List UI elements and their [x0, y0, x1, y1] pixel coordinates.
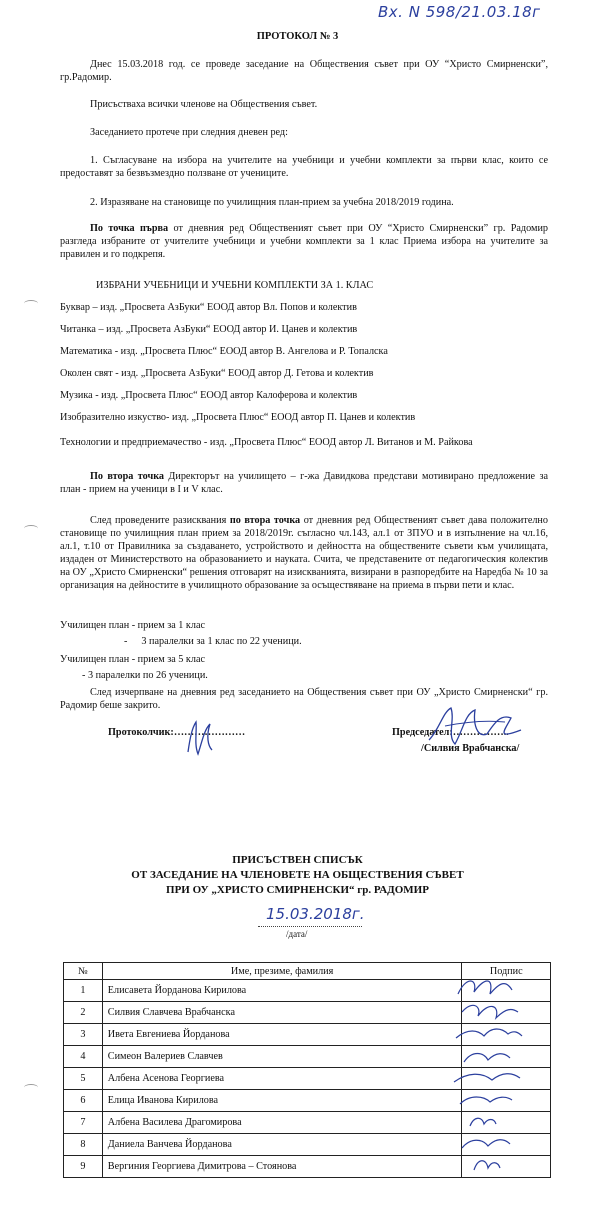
attendance-title-1: ПРИСЪСТВЕН СПИСЪК	[232, 854, 363, 866]
member-name: Албена Асенова Георгиева	[102, 1068, 462, 1090]
book-item: Изобразително изкуство- изд. „Просвета Плюс“ ЕООД автор П. Цанев и колектив	[60, 412, 416, 423]
row-number: 2	[64, 1002, 103, 1024]
row-number: 6	[64, 1090, 103, 1112]
date-caption: /дата/	[286, 929, 308, 939]
chair-signature-line: Председател:……………..	[392, 727, 509, 738]
margin-mark	[24, 525, 38, 532]
attendance-title-2: ОТ ЗАСЕДАНИЕ НА ЧЛЕНОВЕТЕ НА ОБЩЕСТВЕНИЯ СЪВЕТ	[131, 869, 464, 881]
row-number: 8	[64, 1134, 103, 1156]
member-signature	[458, 981, 512, 994]
column-header-signature: Подпис	[462, 963, 551, 980]
member-name: Албена Василева Драгомирова	[102, 1112, 462, 1134]
column-header-number: №	[64, 963, 103, 980]
books-heading: ИЗБРАНИ УЧЕБНИЦИ И УЧЕБНИ КОМПЛЕКТИ ЗА 1. КЛАС	[96, 280, 374, 291]
attendance-title-3: ПРИ ОУ „ХРИСТО СМИРНЕНСКИ“ гр. РАДОМИР	[166, 884, 429, 896]
member-signature	[462, 1140, 510, 1148]
row-number: 9	[64, 1156, 103, 1178]
member-signature	[464, 1054, 510, 1063]
plan-first-grade: Училищен план - прием за 1 клас	[60, 620, 206, 631]
margin-mark	[24, 1084, 38, 1091]
book-item: Математика - изд. „Просвета Плюс“ ЕООД автор В. Ангелова и Р. Топалска	[60, 346, 388, 357]
closing-paragraph: След изчерпване на дневния ред заседанието на Обществения съвет при ОУ „Христо Смирненски“ гр. Радомир беше закрито.	[60, 687, 548, 711]
row-number: 7	[64, 1112, 103, 1134]
member-signature	[462, 1005, 518, 1018]
row-number: 5	[64, 1068, 103, 1090]
member-name: Елисавета Йорданова Кирилова	[102, 980, 462, 1002]
plan-fifth-grade: Училищен план - прием за 5 клас	[60, 654, 206, 665]
agenda-item-2: 2. Изразяване на становище по училищния план-прием за учебна 2018/2019 година.	[90, 197, 454, 208]
member-signatures	[448, 972, 558, 1177]
member-signature	[456, 1029, 522, 1038]
member-name: Вергиния Георгиева Димитрова – Стоянова	[102, 1156, 462, 1178]
member-name: Елица Иванова Кирилова	[102, 1090, 462, 1112]
handwritten-date: 15.03.2018г.	[266, 905, 365, 923]
discussion-paragraph: След проведените разисквания по втора точка от дневния ред Общественият съвет дава положително становище по училищния план прием за 2018/2019г. съгласно чл.143, ал.1 от ЗПУО и в изпълнение на чл.16, ал.1, т.10 от Правилника за създаването, устройството и дейността на обществените съвети към училищата, издаден от Министерството на образованието и науката. Счита, че представените от педагогическия колектив на ОУ „Христо Смирненски“ решения отговарят на изискванията, визирани в разпоредбите на Наредба № 10 за организация на дейностите в училищното образование за осъществяване на приема в първи пети и клас.	[60, 515, 548, 591]
book-item: Буквар – изд. „Просвета АзБуки“ ЕООД автор Вл. Попов и колектив	[60, 302, 357, 313]
member-name: Силвия Славчева Врабчанска	[102, 1002, 462, 1024]
attendance-line: Присъстваха всички членове на Обществения съвет.	[90, 99, 318, 110]
row-number: 4	[64, 1046, 103, 1068]
member-signature	[460, 1097, 512, 1104]
member-signature	[470, 1118, 496, 1126]
member-signature	[474, 1161, 500, 1170]
member-name: Симеон Валериев Славчев	[102, 1046, 462, 1068]
row-number: 1	[64, 980, 103, 1002]
point-one-paragraph: По точка първа от дневния ред Общественият съвет при ОУ “Христо Смирненски” гр. Радомир разгледа избраните от учителите учебници и учебни комплекти за 1 клас Приема избора на учителите за правилен и го подкрепя.	[60, 223, 548, 260]
agenda-item-1: 1. Съгласуване на избора на учителите на учебници и учебни комплекти за първи клас, които се предоставят за безвъзмездно ползване от учениците.	[60, 155, 548, 179]
recorder-signature-scribble	[182, 718, 216, 758]
book-item: Читанка – изд. „Просвета АзБуки“ ЕООД автор И. Цанев и колектив	[60, 324, 358, 335]
book-item: Технологии и предприемачество - изд. „Просвета Плюс“ ЕООД автор Л. Витанов и М. Райкова	[60, 437, 473, 448]
column-header-name: Име, презиме, фамилия	[102, 963, 462, 980]
row-number: 3	[64, 1024, 103, 1046]
recorder-signature-line: Протоколчик:…………………	[108, 727, 246, 738]
member-signature	[454, 1074, 520, 1082]
book-item: Околен свят - изд. „Просвета АзБуки“ ЕООД автор Д. Гетова и колектив	[60, 368, 374, 379]
member-name: Даниела Ванчева Йорданова	[102, 1134, 462, 1156]
chair-signature-scribble	[425, 700, 525, 752]
book-item: Музика - изд. „Просвета Плюс“ ЕООД автор Калоферова и колектив	[60, 390, 358, 401]
protocol-title: ПРОТОКОЛ № 3	[256, 31, 339, 42]
agenda-intro: Заседанието протече при следния дневен ред:	[90, 127, 288, 138]
chair-name: /Силвия Врабчанска/	[421, 743, 520, 754]
date-underline	[258, 926, 362, 927]
intro-paragraph: Днес 15.03.2018 год. се проведе заседание на Обществения съвет при ОУ “Христо Смирненски”, гр.Радомир.	[60, 59, 548, 83]
point-two-paragraph: По втора точка Директорът на училището – г-жа Давидкова представи мотивирано предложение за план - прием на ученици в I и V клас.	[60, 471, 548, 495]
plan-fifth-grade-item: - 3 паралелки по 26 ученици.	[82, 670, 208, 681]
registry-stamp: Вх. N 598/21.03.18г	[378, 3, 541, 21]
member-name: Ивета Евгениева Йорданова	[102, 1024, 462, 1046]
margin-mark	[24, 300, 38, 307]
plan-first-grade-item: - 3 паралелки за 1 клас по 22 ученици.	[124, 636, 302, 647]
bullet-dash: -	[124, 636, 128, 647]
